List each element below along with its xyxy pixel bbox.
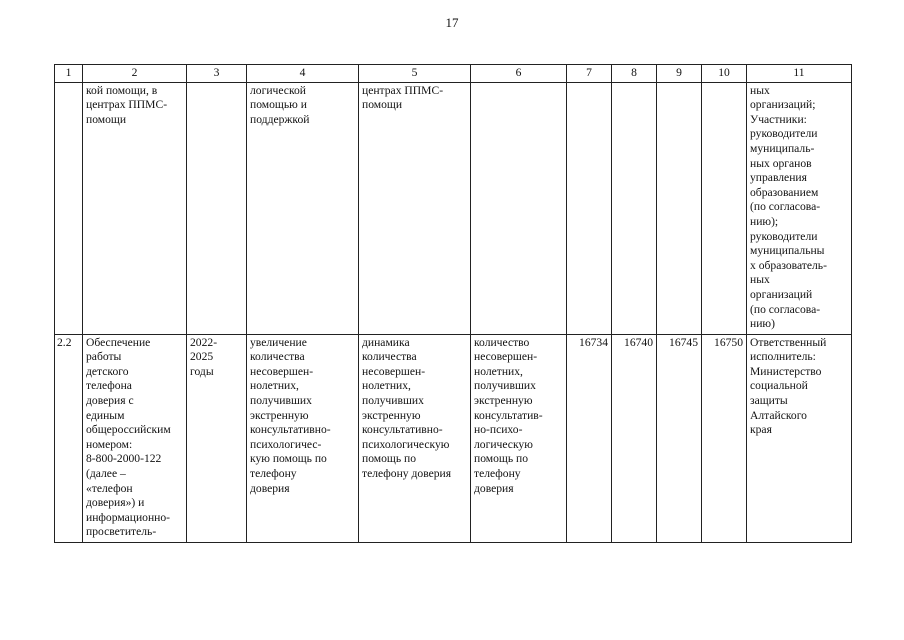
column-number: 1 (55, 65, 83, 83)
column-number: 2 (83, 65, 187, 83)
expected-result-cell: увеличение количества несовершен- нолетних, получивших экстренную консультативно- психологичес- кую помощь по телефону доверия (247, 334, 359, 542)
column-number: 11 (747, 65, 852, 83)
table-row (55, 82, 852, 334)
table-row (55, 334, 852, 542)
page-number: 17 (445, 15, 459, 30)
column-number: 3 (187, 65, 247, 83)
column-number: 6 (471, 65, 567, 83)
column-number: 9 (657, 65, 702, 83)
column-number: 5 (359, 65, 471, 83)
indicator-name-cell: количество несовершен- нолетних, получивших экстренную консультатив- но-психо- логическую помощь по телефону доверия (471, 334, 567, 542)
value-cell (567, 82, 612, 334)
row-index-cell (55, 82, 83, 334)
measure-cell: кой помощи, в центрах ППМС- помощи (83, 82, 187, 334)
indicator-cell: динамика количества несовершен- нолетних, получивших экстренную консультативно- психологическую помощь по телефону доверия (359, 334, 471, 542)
value-cell: 16734 (567, 334, 612, 542)
plan-table (54, 64, 852, 543)
indicator-cell: центрах ППМС- помощи (359, 82, 471, 334)
column-number: 8 (612, 65, 657, 83)
executors-cell: ных организаций; Участники: руководители муниципаль- ных органов управления образованием (по согласова- нию); руководители муниципальны х образователь- ных организаций (по согласова- нию) (747, 82, 852, 334)
indicator-name-cell (471, 82, 567, 334)
value-cell (612, 82, 657, 334)
column-number: 4 (247, 65, 359, 83)
value-cell: 16745 (657, 334, 702, 542)
value-cell (702, 82, 747, 334)
period-cell: 2022- 2025 годы (187, 334, 247, 542)
column-number: 10 (702, 65, 747, 83)
column-number-row (55, 65, 852, 83)
value-cell: 16750 (702, 334, 747, 542)
value-cell: 16740 (612, 334, 657, 542)
column-number: 7 (567, 65, 612, 83)
expected-result-cell: логической помощью и поддержкой (247, 82, 359, 334)
row-index-cell: 2.2 (55, 334, 83, 542)
executors-cell: Ответственный исполнитель: Министерство социальной защиты Алтайского края (747, 334, 852, 542)
measure-cell: Обеспечение работы детского телефона доверия с единым общероссийским номером: 8-800-2000-122 (далее – «телефон доверия») и информационно- просветитель- (83, 334, 187, 542)
value-cell (657, 82, 702, 334)
period-cell (187, 82, 247, 334)
